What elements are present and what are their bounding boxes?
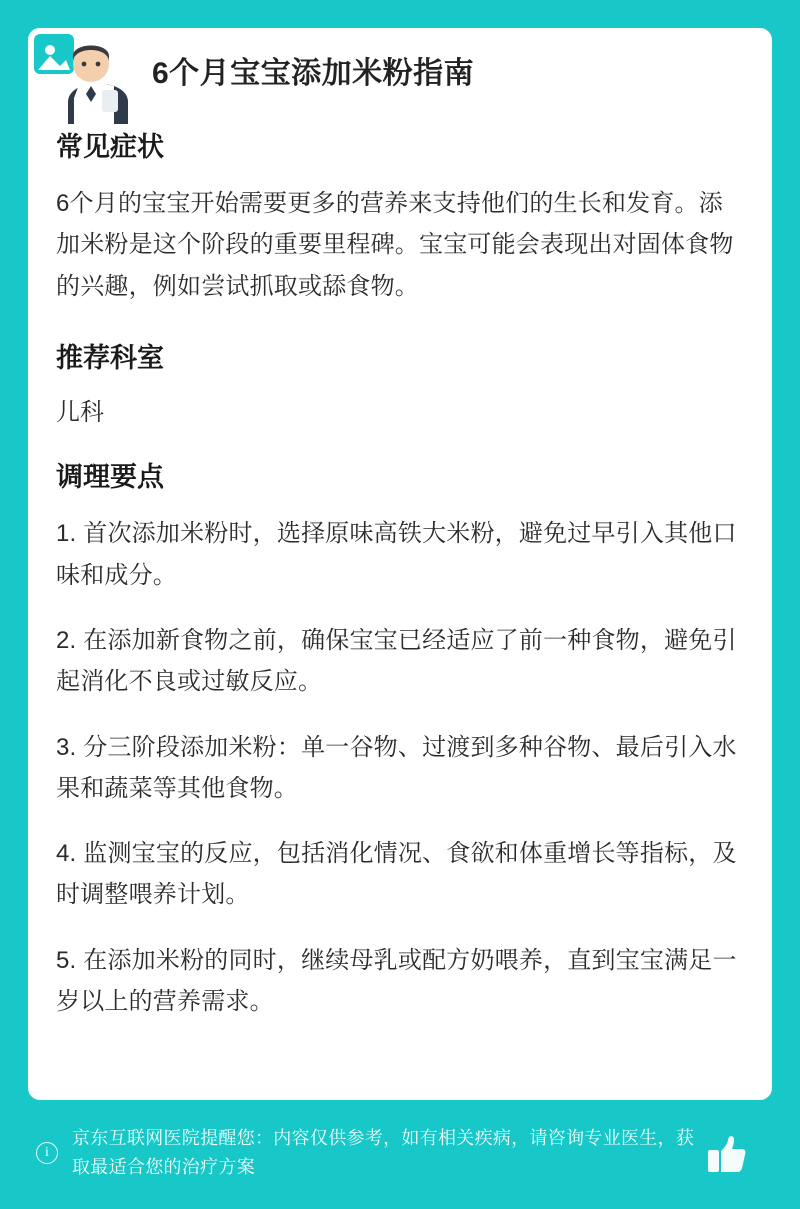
info-icon: i (36, 1142, 58, 1164)
footer-disclaimer-bar (28, 1118, 772, 1188)
department-text: 儿科 (56, 398, 104, 426)
care-steps-list (56, 513, 746, 1022)
disclaimer-text: 京东互联网医院提醒您：内容仅供参考，如有相关疾病，请咨询专业医生，获取最适合您的治疗方案 (72, 1128, 695, 1177)
thumbs-up-icon[interactable] (708, 1134, 746, 1174)
page-title: 6个月宝宝添加米粉指南 (152, 57, 475, 90)
care-step: 1. 首次添加米粉时，选择原味高铁大米粉，避免过早引入其他口味和成分。 (56, 520, 737, 589)
doctor-avatar-icon (28, 28, 136, 124)
care-step: 3. 分三阶段添加米粉：单一谷物、过渡到多种谷物、最后引入水果和蔬菜等其他食物。 (56, 733, 737, 802)
department-heading: 推荐科室 (56, 342, 164, 373)
symptoms-heading: 常见症状 (56, 132, 164, 162)
care-step: 4. 监测宝宝的反应，包括消化情况、食欲和体重增长等指标，及时调整喂养计划。 (56, 840, 737, 909)
care-heading: 调理要点 (56, 462, 164, 493)
symptoms-text: 6个月的宝宝开始需要更多的营养来支持他们的生长和发育。添加米粉是这个阶段的重要里程碑。宝宝可能会表现出对固体食物的兴趣，例如尝试抓取或舔食物。 (56, 190, 734, 300)
care-step: 5. 在添加米粉的同时，继续母乳或配方奶喂养，直到宝宝满足一岁以上的营养需求。 (56, 946, 737, 1015)
document-body (56, 130, 746, 1046)
care-step: 2. 在添加新食物之前，确保宝宝已经适应了前一种食物，避免引起消化不良或过敏反应。 (56, 627, 737, 696)
